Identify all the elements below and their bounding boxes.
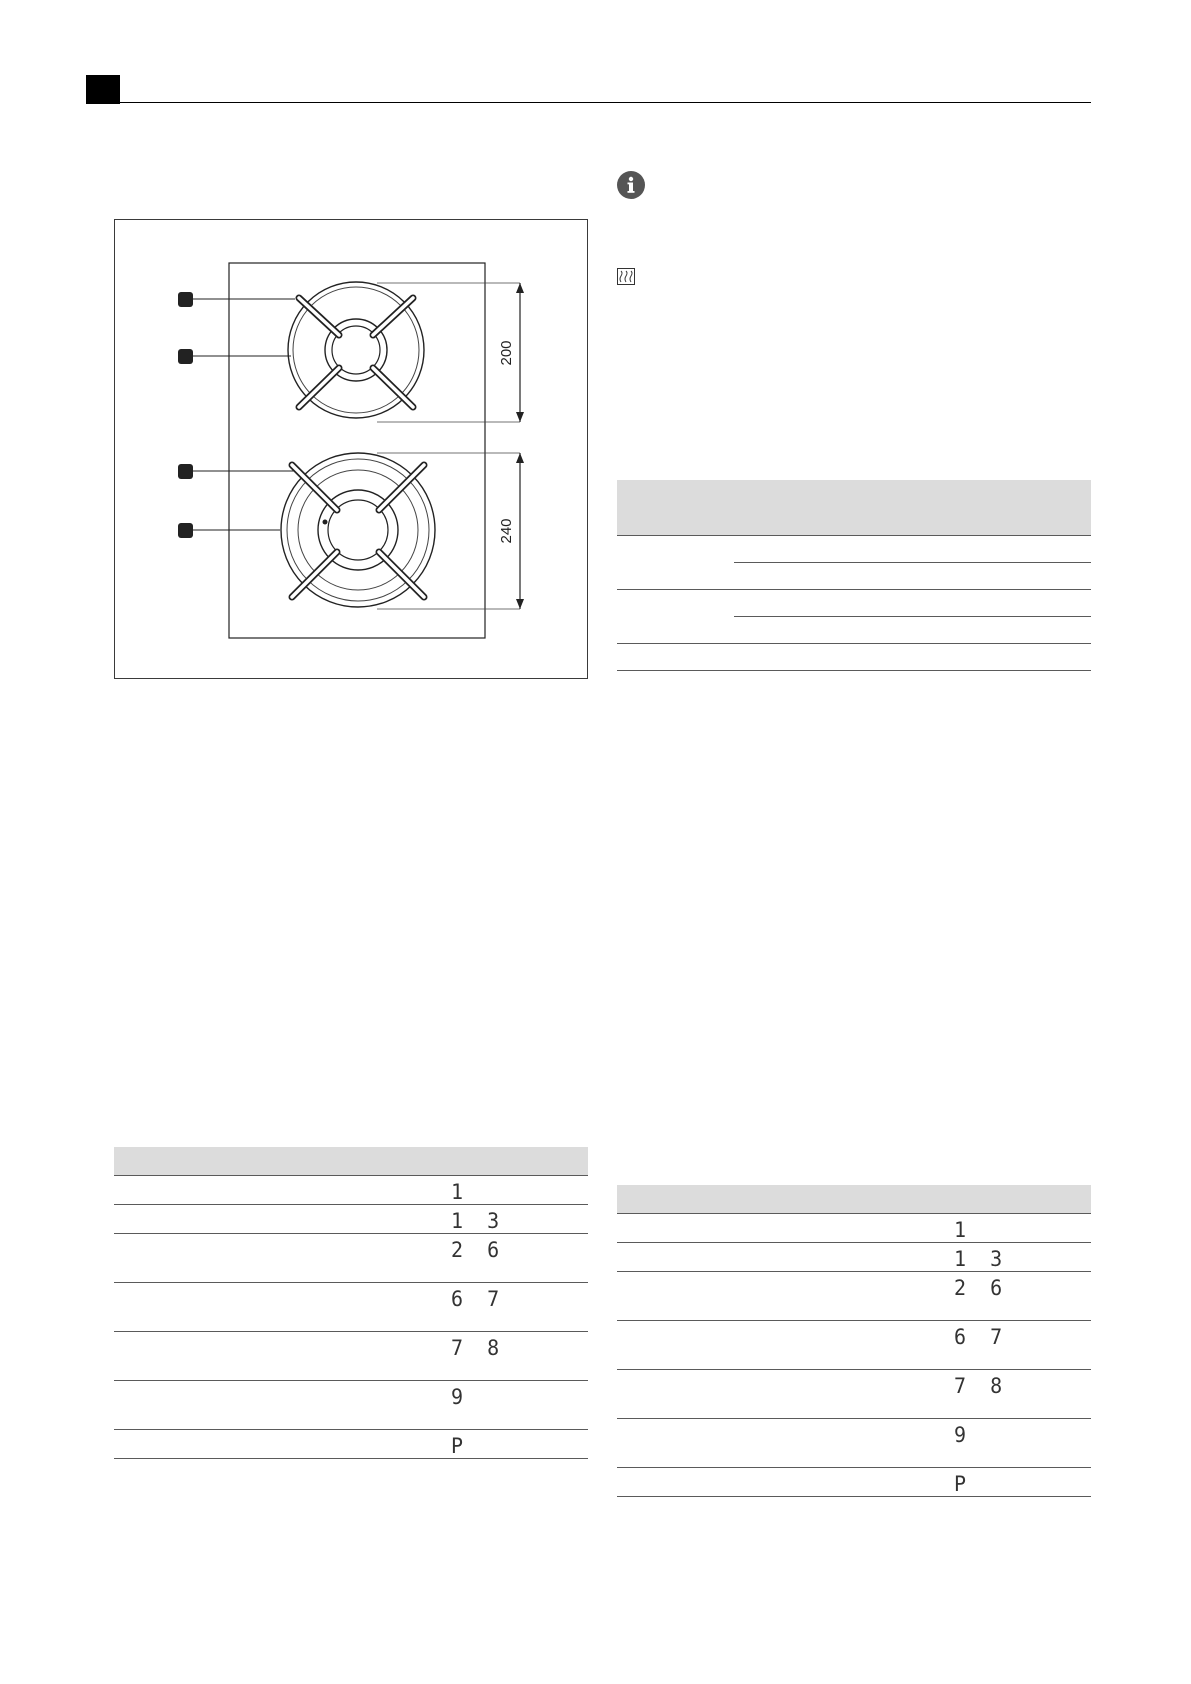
table-cell (617, 1243, 948, 1272)
table-cell (114, 1234, 445, 1283)
hob-drawing (115, 220, 589, 680)
header-cell (734, 480, 879, 536)
table-row (617, 536, 1091, 563)
level-symbol: 1 3 (445, 1205, 588, 1235)
table-cell (617, 1272, 948, 1321)
header-cell (879, 480, 1091, 536)
table-cell (114, 1332, 445, 1381)
header-cell (617, 480, 734, 536)
level-symbol: 7 8 (445, 1332, 588, 1383)
table-cell (879, 617, 1091, 644)
level-symbol: 6 7 (445, 1283, 588, 1334)
table-cell (114, 1205, 445, 1234)
level-symbol: 1 (445, 1176, 588, 1206)
table-row (617, 1419, 1091, 1468)
table-cell (617, 1321, 948, 1370)
callout-4 (178, 523, 193, 538)
heat-level-table-left (114, 1147, 588, 1459)
table-row (114, 1283, 588, 1332)
callout-1 (178, 292, 193, 307)
table-cell (617, 536, 734, 590)
chapter-marker (86, 75, 120, 104)
header-cell (114, 1147, 445, 1176)
level-symbol: 2 6 (948, 1272, 1091, 1323)
table-row (114, 1205, 588, 1234)
table-cell (879, 590, 1091, 617)
table-row (617, 1243, 1091, 1272)
heat-level-table-right (617, 1185, 1091, 1497)
table-row (617, 590, 1091, 617)
table-header-row (114, 1147, 588, 1176)
table-cell (114, 1430, 445, 1459)
table-cell (617, 1370, 948, 1419)
table-row (114, 1332, 588, 1381)
level-symbol: 6 7 (948, 1321, 1091, 1372)
lower-burner (281, 453, 435, 607)
table-cell (879, 536, 1091, 563)
level-symbol: P (948, 1468, 1091, 1498)
table-row (617, 1214, 1091, 1243)
table-cell (879, 563, 1091, 590)
table-row (617, 1370, 1091, 1419)
table-cell (114, 1283, 445, 1332)
table-row (617, 1321, 1091, 1370)
header-cell (617, 1185, 948, 1214)
table-row (617, 1468, 1091, 1497)
header-rule (86, 102, 1091, 103)
table-row (617, 644, 1091, 671)
table-cell (734, 536, 879, 563)
level-symbol: 1 3 (948, 1243, 1091, 1273)
header-cell (948, 1185, 1091, 1214)
table-row (114, 1176, 588, 1205)
heat-zone-icon (617, 268, 635, 285)
specs-table (617, 480, 1091, 671)
table-header-row (617, 480, 1091, 536)
table-cell (734, 644, 879, 671)
table-cell (114, 1176, 445, 1205)
table-cell (114, 1381, 445, 1430)
table-row (617, 1272, 1091, 1321)
header-cell (445, 1147, 588, 1176)
level-symbol: 2 6 (445, 1234, 588, 1285)
table-cell (617, 1419, 948, 1468)
table-row (114, 1381, 588, 1430)
info-icon (617, 171, 645, 199)
level-symbol: 9 (445, 1381, 588, 1432)
callout-2 (178, 349, 193, 364)
table-cell (617, 1468, 948, 1497)
upper-burner (288, 282, 424, 418)
callout-3 (178, 464, 193, 479)
table-row (114, 1430, 588, 1459)
table-cell (734, 590, 879, 617)
level-symbol: 1 (948, 1214, 1091, 1244)
table-cell (617, 1214, 948, 1243)
table-cell (617, 590, 734, 644)
table-cell (734, 563, 879, 590)
level-symbol: P (445, 1430, 588, 1460)
hob-figure (114, 219, 588, 679)
table-row (114, 1234, 588, 1283)
table-cell (879, 644, 1091, 671)
table-header-row (617, 1185, 1091, 1214)
dimension-240: 240 (498, 518, 515, 544)
table-cell (734, 617, 879, 644)
table-cell (617, 644, 734, 671)
dimension-200: 200 (498, 340, 515, 366)
level-symbol: 9 (948, 1419, 1091, 1470)
level-symbol: 7 8 (948, 1370, 1091, 1421)
